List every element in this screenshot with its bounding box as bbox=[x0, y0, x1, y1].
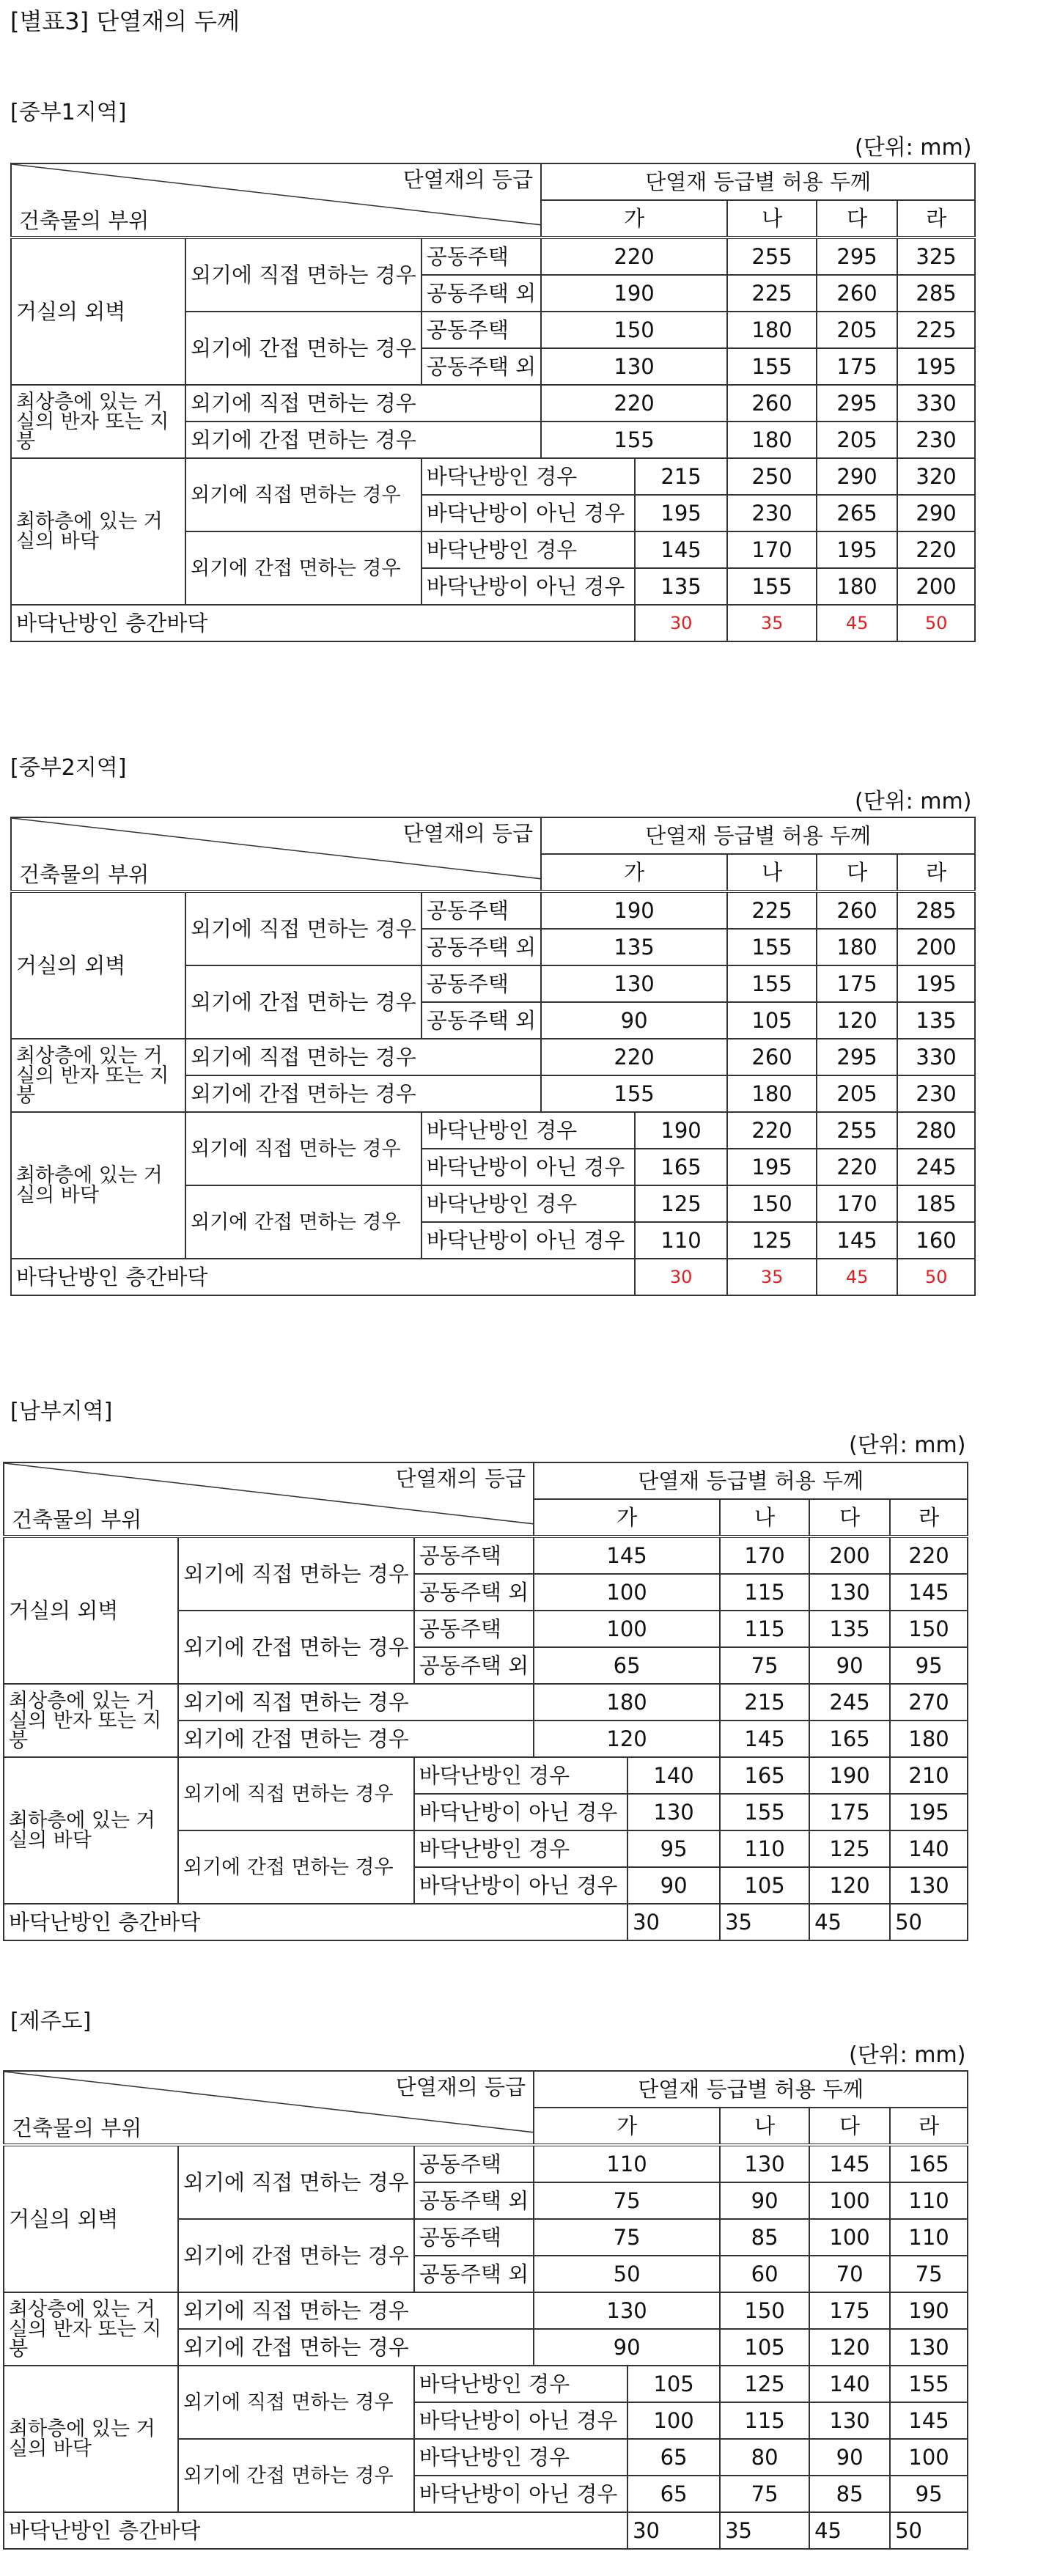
roof-direct-label: 외기에 직접 면하는 경우 bbox=[178, 2292, 534, 2329]
value-cell: 165 bbox=[635, 1149, 727, 1185]
section-title: [제주도] bbox=[10, 2009, 92, 2034]
value-cell: 75 bbox=[720, 2476, 809, 2512]
value-cell: 215 bbox=[720, 1684, 809, 1721]
interfloor-value: 50 bbox=[890, 2512, 968, 2549]
value-cell: 220 bbox=[541, 1039, 727, 1075]
value-cell: 190 bbox=[541, 891, 727, 929]
value-cell: 50 bbox=[534, 2256, 720, 2292]
value-cell: 65 bbox=[627, 2439, 720, 2476]
value-cell: 180 bbox=[727, 422, 817, 458]
wall-indirect-label: 외기에 간접 면하는 경우 bbox=[178, 2219, 414, 2292]
heated-label: 바닥난방인 경우 bbox=[414, 2366, 627, 2402]
value-cell: 145 bbox=[534, 1537, 720, 1574]
value-cell: 195 bbox=[727, 1149, 817, 1185]
value-cell: 220 bbox=[727, 1112, 817, 1149]
value-cell: 180 bbox=[534, 1684, 720, 1721]
value-cell: 285 bbox=[897, 891, 975, 929]
value-cell: 140 bbox=[890, 1830, 968, 1867]
document-title: [별표3] 단열재의 두께 bbox=[10, 7, 240, 35]
interfloor-value: 50 bbox=[897, 605, 975, 641]
value-cell: 115 bbox=[720, 1574, 809, 1611]
value-cell: 110 bbox=[890, 2182, 968, 2219]
interfloor-value: 50 bbox=[897, 1259, 975, 1295]
heated-label: 바닥난방인 경우 bbox=[422, 1185, 635, 1222]
value-cell: 130 bbox=[541, 348, 727, 385]
interfloor-value: 35 bbox=[720, 2512, 809, 2549]
value-cell: 290 bbox=[817, 458, 897, 495]
value-cell: 110 bbox=[534, 2145, 720, 2182]
roof-label: 최상층에 있는 거실의 반자 또는 지붕 bbox=[4, 1684, 178, 1757]
section-title: [남부지역] bbox=[10, 1399, 113, 1424]
grade-na: 나 bbox=[720, 1499, 809, 1537]
floor-indirect-label: 외기에 간접 면하는 경우 bbox=[178, 1830, 414, 1904]
value-cell: 120 bbox=[809, 2329, 890, 2366]
grade-ra: 라 bbox=[890, 2108, 968, 2145]
value-cell: 145 bbox=[890, 1574, 968, 1611]
unit-label: (단위: mm) bbox=[849, 1432, 966, 1458]
value-cell: 190 bbox=[809, 1757, 890, 1794]
non-apt-label: 공동주택 외 bbox=[422, 275, 541, 312]
value-cell: 185 bbox=[897, 1185, 975, 1222]
value-cell: 200 bbox=[897, 929, 975, 965]
value-cell: 180 bbox=[727, 1075, 817, 1112]
value-cell: 170 bbox=[720, 1537, 809, 1574]
value-cell: 155 bbox=[727, 568, 817, 605]
value-cell: 175 bbox=[809, 1794, 890, 1830]
part-label: 건축물의 부위 bbox=[19, 208, 150, 233]
value-cell: 100 bbox=[890, 2439, 968, 2476]
value-cell: 115 bbox=[720, 2402, 809, 2439]
value-cell: 130 bbox=[541, 965, 727, 1002]
value-cell: 120 bbox=[809, 1867, 890, 1904]
floor-label: 최하층에 있는 거실의 바닥 bbox=[4, 1757, 178, 1904]
interfloor-value: 45 bbox=[817, 605, 897, 641]
interfloor-label: 바닥난방인 층간바닥 bbox=[4, 1904, 627, 1940]
value-cell: 105 bbox=[720, 1867, 809, 1904]
value-cell: 155 bbox=[720, 1794, 809, 1830]
value-cell: 100 bbox=[809, 2219, 890, 2256]
value-cell: 170 bbox=[727, 531, 817, 568]
thickness-header: 단열재 등급별 허용 두께 bbox=[534, 1462, 968, 1499]
grade-ra: 라 bbox=[897, 854, 975, 891]
header-diagonal-cell bbox=[4, 2071, 534, 2145]
value-cell: 145 bbox=[720, 1721, 809, 1757]
heated-label: 바닥난방인 경우 bbox=[422, 1112, 635, 1149]
value-cell: 155 bbox=[727, 965, 817, 1002]
floor-direct-label: 외기에 직접 면하는 경우 bbox=[178, 1757, 414, 1830]
value-cell: 295 bbox=[817, 385, 897, 422]
grade-ga: 가 bbox=[534, 2108, 720, 2145]
not-heated-label: 바닥난방이 아닌 경우 bbox=[422, 495, 635, 531]
header-diagonal-cell bbox=[11, 163, 541, 238]
value-cell: 220 bbox=[890, 1537, 968, 1574]
value-cell: 180 bbox=[817, 568, 897, 605]
grade-na: 나 bbox=[720, 2108, 809, 2145]
value-cell: 150 bbox=[720, 2292, 809, 2329]
value-cell: 220 bbox=[817, 1149, 897, 1185]
apt-label: 공동주택 bbox=[422, 312, 541, 348]
floor-indirect-label: 외기에 간접 면하는 경우 bbox=[178, 2439, 414, 2512]
value-cell: 90 bbox=[809, 2439, 890, 2476]
grade-da: 다 bbox=[809, 2108, 890, 2145]
value-cell: 220 bbox=[541, 385, 727, 422]
value-cell: 125 bbox=[809, 1830, 890, 1867]
value-cell: 130 bbox=[627, 1794, 720, 1830]
grade-da: 다 bbox=[817, 854, 897, 891]
section-title: [중부1지역] bbox=[10, 100, 127, 125]
value-cell: 165 bbox=[890, 2145, 968, 2182]
grade-ra: 라 bbox=[890, 1499, 968, 1537]
value-cell: 230 bbox=[897, 422, 975, 458]
value-cell: 205 bbox=[817, 312, 897, 348]
value-cell: 150 bbox=[890, 1611, 968, 1647]
interfloor-value: 35 bbox=[727, 1259, 817, 1295]
value-cell: 130 bbox=[809, 2402, 890, 2439]
value-cell: 110 bbox=[635, 1222, 727, 1259]
grade-da: 다 bbox=[817, 200, 897, 238]
value-cell: 95 bbox=[890, 1647, 968, 1684]
value-cell: 130 bbox=[890, 1867, 968, 1904]
interfloor-value: 30 bbox=[635, 605, 727, 641]
value-cell: 255 bbox=[727, 238, 817, 275]
part-label: 건축물의 부위 bbox=[12, 1507, 142, 1532]
value-cell: 145 bbox=[809, 2145, 890, 2182]
value-cell: 140 bbox=[627, 1757, 720, 1794]
value-cell: 195 bbox=[817, 531, 897, 568]
value-cell: 90 bbox=[534, 2329, 720, 2366]
heated-label: 바닥난방인 경우 bbox=[414, 1830, 627, 1867]
heated-label: 바닥난방인 경우 bbox=[422, 531, 635, 568]
value-cell: 145 bbox=[817, 1222, 897, 1259]
value-cell: 150 bbox=[541, 312, 727, 348]
interfloor-value: 45 bbox=[817, 1259, 897, 1295]
not-heated-label: 바닥난방이 아닌 경우 bbox=[414, 2476, 627, 2512]
value-cell: 105 bbox=[727, 1002, 817, 1039]
value-cell: 265 bbox=[817, 495, 897, 531]
grade-ga: 가 bbox=[534, 1499, 720, 1537]
value-cell: 130 bbox=[809, 1574, 890, 1611]
value-cell: 205 bbox=[817, 422, 897, 458]
value-cell: 105 bbox=[720, 2329, 809, 2366]
value-cell: 280 bbox=[897, 1112, 975, 1149]
value-cell: 95 bbox=[627, 1830, 720, 1867]
value-cell: 65 bbox=[534, 1647, 720, 1684]
value-cell: 110 bbox=[890, 2219, 968, 2256]
value-cell: 60 bbox=[720, 2256, 809, 2292]
value-cell: 155 bbox=[727, 929, 817, 965]
non-apt-label: 공동주택 외 bbox=[414, 1647, 534, 1684]
thickness-header: 단열재 등급별 허용 두께 bbox=[534, 2071, 968, 2108]
value-cell: 295 bbox=[817, 1039, 897, 1075]
value-cell: 155 bbox=[890, 2366, 968, 2402]
heated-label: 바닥난방인 경우 bbox=[414, 2439, 627, 2476]
value-cell: 195 bbox=[635, 495, 727, 531]
wall-label: 거실의 외벽 bbox=[11, 891, 185, 1039]
interfloor-value: 35 bbox=[720, 1904, 809, 1940]
wall-indirect-label: 외기에 간접 면하는 경우 bbox=[185, 965, 422, 1039]
non-apt-label: 공동주택 외 bbox=[414, 2182, 534, 2219]
value-cell: 105 bbox=[627, 2366, 720, 2402]
wall-indirect-label: 외기에 간접 면하는 경우 bbox=[178, 1611, 414, 1684]
value-cell: 220 bbox=[541, 238, 727, 275]
apt-label: 공동주택 bbox=[414, 1611, 534, 1647]
not-heated-label: 바닥난방이 아닌 경우 bbox=[422, 1149, 635, 1185]
non-apt-label: 공동주택 외 bbox=[414, 2256, 534, 2292]
value-cell: 130 bbox=[534, 2292, 720, 2329]
roof-label: 최상층에 있는 거실의 반자 또는 지붕 bbox=[4, 2292, 178, 2366]
not-heated-label: 바닥난방이 아닌 경우 bbox=[414, 2402, 627, 2439]
value-cell: 90 bbox=[627, 1867, 720, 1904]
value-cell: 260 bbox=[727, 1039, 817, 1075]
value-cell: 125 bbox=[727, 1222, 817, 1259]
wall-direct-label: 외기에 직접 면하는 경우 bbox=[178, 2145, 414, 2219]
grade-label: 단열재의 등급 bbox=[395, 2075, 526, 2100]
value-cell: 135 bbox=[897, 1002, 975, 1039]
roof-indirect-label: 외기에 간접 면하는 경우 bbox=[185, 422, 541, 458]
value-cell: 270 bbox=[890, 1684, 968, 1721]
unit-label: (단위: mm) bbox=[855, 789, 972, 814]
header-diagonal-cell bbox=[11, 817, 541, 891]
value-cell: 145 bbox=[890, 2402, 968, 2439]
non-apt-label: 공동주택 외 bbox=[422, 1002, 541, 1039]
value-cell: 165 bbox=[720, 1757, 809, 1794]
not-heated-label: 바닥난방이 아닌 경우 bbox=[422, 1222, 635, 1259]
value-cell: 245 bbox=[897, 1149, 975, 1185]
value-cell: 290 bbox=[897, 495, 975, 531]
value-cell: 120 bbox=[817, 1002, 897, 1039]
heated-label: 바닥난방인 경우 bbox=[422, 458, 635, 495]
unit-label: (단위: mm) bbox=[849, 2042, 966, 2068]
interfloor-value: 45 bbox=[809, 1904, 890, 1940]
value-cell: 180 bbox=[890, 1721, 968, 1757]
value-cell: 330 bbox=[897, 1039, 975, 1075]
value-cell: 190 bbox=[541, 275, 727, 312]
thickness-header: 단열재 등급별 허용 두께 bbox=[541, 163, 975, 200]
floor-label: 최하층에 있는 거실의 바닥 bbox=[11, 458, 185, 605]
value-cell: 165 bbox=[809, 1721, 890, 1757]
unit-label: (단위: mm) bbox=[855, 135, 972, 161]
value-cell: 65 bbox=[627, 2476, 720, 2512]
value-cell: 90 bbox=[720, 2182, 809, 2219]
interfloor-value: 50 bbox=[890, 1904, 968, 1940]
not-heated-label: 바닥난방이 아닌 경우 bbox=[422, 568, 635, 605]
apt-label: 공동주택 bbox=[422, 238, 541, 275]
value-cell: 80 bbox=[720, 2439, 809, 2476]
value-cell: 125 bbox=[635, 1185, 727, 1222]
grade-da: 다 bbox=[809, 1499, 890, 1537]
not-heated-label: 바닥난방이 아닌 경우 bbox=[414, 1794, 627, 1830]
roof-label: 최상층에 있는 거실의 반자 또는 지붕 bbox=[11, 385, 185, 458]
thickness-table-2 bbox=[10, 817, 976, 1296]
roof-label: 최상층에 있는 거실의 반자 또는 지붕 bbox=[11, 1039, 185, 1112]
value-cell: 330 bbox=[897, 385, 975, 422]
floor-direct-label: 외기에 직접 면하는 경우 bbox=[178, 2366, 414, 2439]
thickness-table-3 bbox=[3, 1462, 968, 1941]
value-cell: 225 bbox=[727, 275, 817, 312]
value-cell: 245 bbox=[809, 1684, 890, 1721]
value-cell: 260 bbox=[727, 385, 817, 422]
roof-indirect-label: 외기에 간접 면하는 경우 bbox=[178, 2329, 534, 2366]
value-cell: 115 bbox=[720, 1611, 809, 1647]
value-cell: 85 bbox=[809, 2476, 890, 2512]
value-cell: 230 bbox=[897, 1075, 975, 1112]
wall-label: 거실의 외벽 bbox=[11, 238, 185, 385]
apt-label: 공동주택 bbox=[414, 1537, 534, 1574]
value-cell: 140 bbox=[809, 2366, 890, 2402]
interfloor-label: 바닥난방인 층간바닥 bbox=[11, 1259, 635, 1295]
value-cell: 100 bbox=[534, 1574, 720, 1611]
interfloor-label: 바닥난방인 층간바닥 bbox=[4, 2512, 627, 2549]
value-cell: 90 bbox=[541, 1002, 727, 1039]
value-cell: 135 bbox=[635, 568, 727, 605]
value-cell: 220 bbox=[897, 531, 975, 568]
value-cell: 230 bbox=[727, 495, 817, 531]
part-label: 건축물의 부위 bbox=[12, 2116, 142, 2141]
wall-direct-label: 외기에 직접 면하는 경우 bbox=[185, 238, 422, 312]
value-cell: 135 bbox=[809, 1611, 890, 1647]
roof-direct-label: 외기에 직접 면하는 경우 bbox=[185, 1039, 541, 1075]
grade-ga: 가 bbox=[541, 200, 727, 238]
non-apt-label: 공동주택 외 bbox=[422, 348, 541, 385]
value-cell: 195 bbox=[897, 348, 975, 385]
value-cell: 75 bbox=[890, 2256, 968, 2292]
value-cell: 75 bbox=[534, 2182, 720, 2219]
value-cell: 255 bbox=[817, 1112, 897, 1149]
roof-indirect-label: 외기에 간접 면하는 경우 bbox=[178, 1721, 534, 1757]
value-cell: 285 bbox=[897, 275, 975, 312]
grade-na: 나 bbox=[727, 854, 817, 891]
apt-label: 공동주택 bbox=[414, 2219, 534, 2256]
interfloor-value: 30 bbox=[635, 1259, 727, 1295]
roof-direct-label: 외기에 직접 면하는 경우 bbox=[185, 385, 541, 422]
interfloor-value: 45 bbox=[809, 2512, 890, 2549]
wall-direct-label: 외기에 직접 면하는 경우 bbox=[178, 1537, 414, 1611]
interfloor-value: 30 bbox=[627, 2512, 720, 2549]
value-cell: 75 bbox=[720, 1647, 809, 1684]
floor-label: 최하층에 있는 거실의 바닥 bbox=[11, 1112, 185, 1259]
value-cell: 295 bbox=[817, 238, 897, 275]
value-cell: 180 bbox=[817, 929, 897, 965]
floor-indirect-label: 외기에 간접 면하는 경우 bbox=[185, 531, 422, 605]
value-cell: 195 bbox=[890, 1794, 968, 1830]
wall-direct-label: 외기에 직접 면하는 경우 bbox=[185, 891, 422, 965]
value-cell: 170 bbox=[817, 1185, 897, 1222]
grade-na: 나 bbox=[727, 200, 817, 238]
value-cell: 75 bbox=[534, 2219, 720, 2256]
value-cell: 260 bbox=[817, 891, 897, 929]
non-apt-label: 공동주택 외 bbox=[422, 929, 541, 965]
value-cell: 190 bbox=[635, 1112, 727, 1149]
grade-label: 단열재의 등급 bbox=[402, 167, 534, 192]
value-cell: 120 bbox=[534, 1721, 720, 1757]
value-cell: 215 bbox=[635, 458, 727, 495]
apt-label: 공동주택 bbox=[414, 2145, 534, 2182]
grade-ra: 라 bbox=[897, 200, 975, 238]
non-apt-label: 공동주택 외 bbox=[414, 1574, 534, 1611]
value-cell: 260 bbox=[817, 275, 897, 312]
section-title: [중부2지역] bbox=[10, 755, 127, 781]
thickness-header: 단열재 등급별 허용 두께 bbox=[541, 817, 975, 854]
value-cell: 225 bbox=[897, 312, 975, 348]
value-cell: 205 bbox=[817, 1075, 897, 1112]
value-cell: 100 bbox=[534, 1611, 720, 1647]
floor-indirect-label: 외기에 간접 면하는 경우 bbox=[185, 1185, 422, 1259]
value-cell: 150 bbox=[727, 1185, 817, 1222]
value-cell: 85 bbox=[720, 2219, 809, 2256]
value-cell: 175 bbox=[817, 348, 897, 385]
wall-indirect-label: 외기에 간접 면하는 경우 bbox=[185, 312, 422, 385]
value-cell: 135 bbox=[541, 929, 727, 965]
thickness-table-4 bbox=[3, 2070, 968, 2550]
heated-label: 바닥난방인 경우 bbox=[414, 1757, 627, 1794]
value-cell: 125 bbox=[720, 2366, 809, 2402]
value-cell: 325 bbox=[897, 238, 975, 275]
value-cell: 195 bbox=[897, 965, 975, 1002]
wall-label: 거실의 외벽 bbox=[4, 2145, 178, 2292]
value-cell: 100 bbox=[809, 2182, 890, 2219]
interfloor-value: 30 bbox=[627, 1904, 720, 1940]
value-cell: 110 bbox=[720, 1830, 809, 1867]
value-cell: 90 bbox=[809, 1647, 890, 1684]
floor-label: 최하층에 있는 거실의 바닥 bbox=[4, 2366, 178, 2512]
grade-ga: 가 bbox=[541, 854, 727, 891]
apt-label: 공동주택 bbox=[422, 891, 541, 929]
value-cell: 200 bbox=[897, 568, 975, 605]
wall-label: 거실의 외벽 bbox=[4, 1537, 178, 1684]
value-cell: 320 bbox=[897, 458, 975, 495]
header-diagonal-cell bbox=[4, 1462, 534, 1537]
value-cell: 190 bbox=[890, 2292, 968, 2329]
value-cell: 155 bbox=[727, 348, 817, 385]
interfloor-label: 바닥난방인 층간바닥 bbox=[11, 605, 635, 641]
value-cell: 225 bbox=[727, 891, 817, 929]
floor-direct-label: 외기에 직접 면하는 경우 bbox=[185, 458, 422, 531]
value-cell: 250 bbox=[727, 458, 817, 495]
value-cell: 70 bbox=[809, 2256, 890, 2292]
roof-indirect-label: 외기에 간접 면하는 경우 bbox=[185, 1075, 541, 1112]
floor-direct-label: 외기에 직접 면하는 경우 bbox=[185, 1112, 422, 1185]
value-cell: 155 bbox=[541, 422, 727, 458]
thickness-table-1 bbox=[10, 163, 976, 642]
value-cell: 160 bbox=[897, 1222, 975, 1259]
grade-label: 단열재의 등급 bbox=[395, 1466, 526, 1491]
value-cell: 180 bbox=[727, 312, 817, 348]
value-cell: 200 bbox=[809, 1537, 890, 1574]
value-cell: 210 bbox=[890, 1757, 968, 1794]
grade-label: 단열재의 등급 bbox=[402, 821, 534, 846]
value-cell: 175 bbox=[817, 965, 897, 1002]
value-cell: 130 bbox=[720, 2145, 809, 2182]
value-cell: 100 bbox=[627, 2402, 720, 2439]
roof-direct-label: 외기에 직접 면하는 경우 bbox=[178, 1684, 534, 1721]
value-cell: 155 bbox=[541, 1075, 727, 1112]
interfloor-value: 35 bbox=[727, 605, 817, 641]
apt-label: 공동주택 bbox=[422, 965, 541, 1002]
part-label: 건축물의 부위 bbox=[19, 862, 150, 887]
value-cell: 145 bbox=[635, 531, 727, 568]
value-cell: 175 bbox=[809, 2292, 890, 2329]
value-cell: 95 bbox=[890, 2476, 968, 2512]
not-heated-label: 바닥난방이 아닌 경우 bbox=[414, 1867, 627, 1904]
value-cell: 130 bbox=[890, 2329, 968, 2366]
